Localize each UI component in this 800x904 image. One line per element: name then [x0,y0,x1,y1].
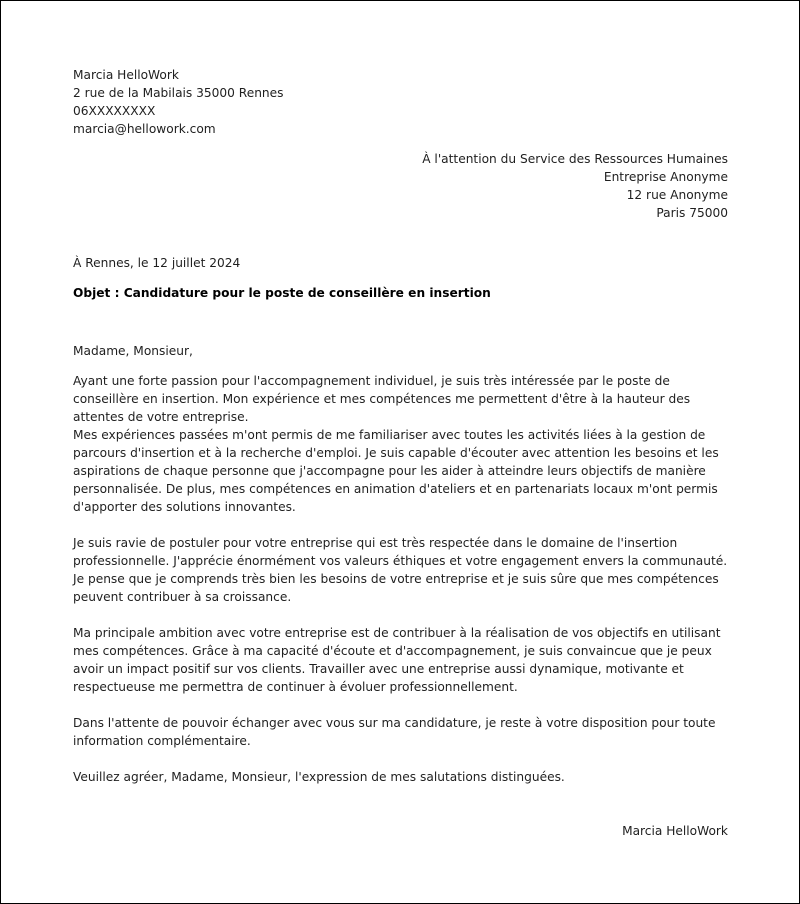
subject-line: Objet : Candidature pour le poste de conseillère en insertion [73,286,491,300]
sender-phone: 06XXXXXXXX [73,104,156,118]
sender-email: marcia@hellowork.com [73,122,216,136]
recipient-street: 12 rue Anonyme [626,188,728,202]
recipient-city: Paris 75000 [656,206,728,220]
body-paragraph-1: Ayant une forte passion pour l'accompagnement individuel, je suis très intéressée par le poste de conseillère en insertion. Mon expérience et mes compétences me permettent d'être à la hauteur des attentes de votre entreprise. [73,374,691,424]
body-paragraph-3: Je suis ravie de postuler pour votre entreprise qui est très respectée dans le domaine de l'insertion professionnelle. J'apprécie énormément vos valeurs éthiques et votre engagement envers la communauté. Je pense que je comprends très bien les besoins de votre entreprise et je suis sûre que mes compétences peuvent contribuer à sa croissance. [73,536,728,604]
sender-name: Marcia HelloWork [73,68,179,82]
recipient-company: Entreprise Anonyme [603,170,728,184]
body-paragraph-5: Dans l'attente de pouvoir échanger avec vous sur ma candidature, je reste à votre disposition pour toute information complémentaire. [73,716,716,748]
recipient-attention: À l'attention du Service des Ressources Humaines [422,152,728,166]
recipient-block [422,150,728,222]
closing-paragraph: Veuillez agréer, Madame, Monsieur, l'expression de mes salutations distinguées. [73,770,565,784]
body-paragraph-2: Mes expériences passées m'ont permis de me familiariser avec toutes les activités liées à la gestion de parcours d'insertion et à la recherche d'emploi. Je suis capable d'écouter avec attention les besoins et les aspirations de chaque personne que j'accompagne pour les aider à atteindre leurs objectifs de manière personnalisée. De plus, mes compétences en animation d'ateliers et en partenariats locaux m'ont permis d'apporter des solutions innovantes. [73,428,719,514]
sender-block [73,66,733,138]
salutation: Madame, Monsieur, [73,344,193,358]
date-line: À Rennes, le 12 juillet 2024 [73,256,241,270]
signature: Marcia HelloWork [622,824,728,838]
sender-address: 2 rue de la Mabilais 35000 Rennes [73,86,284,100]
body-paragraph-4: Ma principale ambition avec votre entreprise est de contribuer à la réalisation de vos objectifs en utilisant mes compétences. Grâce à ma capacité d'écoute et d'accompagnement, je suis convaincue que je peux avoir un impact positif sur vos clients. Travailler avec une entreprise aussi dynamique, motivante et respectueuse me permettra de continuer à évoluer professionnellement. [73,626,721,694]
